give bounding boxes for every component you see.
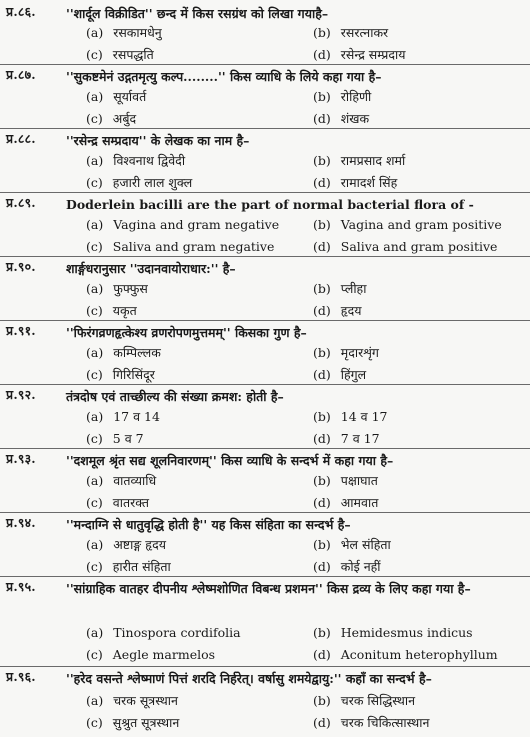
- option-label: (a): [86, 345, 104, 360]
- option-b: [313, 152, 405, 170]
- question-text: ''हरेद वसन्ते श्लेष्माणं पित्तं शरदि निर्हरेत्। वर्षासु शमयेद्वायु:'' कहाँ का सन्दर्भ है–: [66, 671, 432, 686]
- option-text: विश्वनाथ द्विवेदी: [113, 153, 186, 168]
- option-label: (a): [86, 409, 104, 424]
- option-text: Aconitum heterophyllum: [340, 647, 498, 662]
- option-b: [313, 280, 366, 298]
- divider: [0, 448, 530, 449]
- option-text: पक्षाघात: [340, 473, 378, 488]
- option-b: [313, 536, 391, 554]
- option-text: 17 व 14: [113, 409, 160, 424]
- option-text: Saliva and gram positive: [340, 239, 498, 254]
- option-text: सूर्यावर्त: [113, 89, 147, 104]
- option-label: (b): [313, 693, 331, 708]
- option-d: [313, 430, 380, 448]
- option-c: [86, 646, 215, 664]
- question-number: प्र.८७.: [6, 67, 36, 82]
- question-text: ''सुकष्टमेनं उद्गतमृत्यु कल्प........'' किस व्याधि के लिये कहा गया है–: [66, 69, 382, 84]
- option-label: (d): [313, 367, 331, 382]
- option-text: शंखक: [340, 111, 370, 126]
- option-label: (b): [313, 89, 331, 104]
- question-number: प्र.९५.: [6, 579, 36, 594]
- option-label: (b): [313, 217, 331, 232]
- divider: [0, 320, 530, 321]
- option-text: यकृत: [112, 303, 137, 318]
- option-c: [86, 558, 171, 576]
- option-label: (a): [86, 89, 104, 104]
- option-label: (d): [313, 559, 331, 574]
- option-a: [86, 24, 162, 42]
- option-text: रसकामधेनु: [113, 25, 162, 40]
- option-a: [86, 344, 161, 362]
- question-number: प्र.९३.: [6, 451, 36, 466]
- option-text: हजारी लाल शुक्ल: [112, 175, 193, 190]
- option-c: [86, 110, 136, 128]
- option-d: [313, 494, 378, 512]
- option-text: अष्टाङ्ग हृदय: [113, 537, 166, 552]
- option-text: गिरिसिंदूर: [112, 367, 155, 382]
- option-label: (c): [86, 715, 103, 730]
- option-a: [86, 408, 160, 426]
- option-a: [86, 536, 166, 554]
- question-text: ''दशमूल श्रृंत सद्य शूलनिवारणम्'' किस व्याधि के सन्दर्भ में कहा गया है–: [66, 453, 394, 468]
- option-text: रामप्रसाद शर्मा: [340, 153, 406, 168]
- question-text: Doderlein bacilli are the part of normal bacterial flora of -: [66, 197, 474, 212]
- option-text: चरक सूत्रस्थान: [113, 693, 178, 708]
- option-c: [86, 302, 137, 320]
- option-c: [86, 430, 144, 448]
- option-c: [86, 238, 274, 256]
- question-number: प्र.९६.: [6, 669, 36, 684]
- option-label: (d): [313, 431, 331, 446]
- option-text: रसरत्नाकर: [340, 25, 389, 40]
- option-label: (c): [86, 175, 103, 190]
- option-text: चरक सिद्धिस्थान: [340, 693, 416, 708]
- question-number: प्र.८८.: [6, 131, 36, 146]
- question-number: प्र.९४.: [6, 515, 36, 530]
- option-d: [313, 714, 429, 732]
- option-text: वातव्याधि: [113, 473, 157, 488]
- option-text: रसेन्द्र सम्प्रदाय: [340, 47, 406, 62]
- option-label: (a): [86, 537, 104, 552]
- option-text: 7 व 17: [340, 431, 380, 446]
- option-a: [86, 280, 148, 298]
- question-number: प्र.९२.: [6, 387, 36, 402]
- option-text: रोहिणी: [340, 89, 372, 104]
- option-c: [86, 46, 154, 64]
- option-b: [313, 88, 371, 106]
- option-label: (b): [313, 625, 331, 640]
- option-label: (c): [86, 559, 103, 574]
- option-label: (c): [86, 303, 103, 318]
- option-label: (d): [313, 715, 331, 730]
- option-text: अर्बुद: [112, 111, 137, 126]
- option-a: [86, 216, 279, 234]
- option-d: [313, 46, 405, 64]
- option-label: (b): [313, 537, 331, 552]
- option-label: (a): [86, 153, 104, 168]
- divider: [0, 576, 530, 577]
- option-label: (c): [86, 431, 103, 446]
- option-text: Vagina and gram positive: [340, 217, 502, 232]
- option-c: [86, 714, 179, 732]
- option-label: (b): [313, 345, 331, 360]
- option-text: Saliva and gram negative: [112, 239, 275, 254]
- option-label: (a): [86, 473, 104, 488]
- question-number: प्र.९१.: [6, 323, 36, 338]
- option-text: Aegle marmelos: [112, 647, 216, 662]
- option-d: [313, 646, 498, 664]
- divider: [0, 666, 530, 667]
- option-text: हारीत संहिता: [112, 559, 171, 574]
- option-c: [86, 174, 192, 192]
- option-text: हृदय: [340, 303, 362, 318]
- option-label: (c): [86, 239, 103, 254]
- option-text: प्लीहा: [340, 281, 367, 296]
- divider: [0, 64, 530, 65]
- option-label: (d): [313, 239, 331, 254]
- option-text: Hemidesmus indicus: [340, 625, 473, 640]
- question-text: ''फिरंगव्रणहृत्केश्य व्रणरोपणमुत्तमम्'' किसका गुण है–: [66, 325, 307, 340]
- option-label: (b): [313, 153, 331, 168]
- option-b: [313, 692, 415, 710]
- option-text: रसपद्धति: [112, 47, 154, 62]
- option-c: [86, 366, 155, 384]
- option-label: (d): [313, 111, 331, 126]
- option-b: [313, 472, 378, 490]
- question-number: प्र.८९.: [6, 195, 36, 210]
- option-d: [313, 110, 369, 128]
- option-a: [86, 624, 241, 642]
- option-label: (a): [86, 693, 104, 708]
- divider: [0, 192, 530, 193]
- option-text: मृदारशृंग: [340, 345, 379, 360]
- option-d: [313, 238, 497, 256]
- option-label: (a): [86, 25, 104, 40]
- option-text: फुफ्फुस: [113, 281, 148, 296]
- option-label: (c): [86, 495, 103, 510]
- option-a: [86, 88, 146, 106]
- option-label: (d): [313, 47, 331, 62]
- option-label: (a): [86, 281, 104, 296]
- option-label: (d): [313, 495, 331, 510]
- option-d: [313, 558, 381, 576]
- option-text: Vagina and gram negative: [113, 217, 280, 232]
- option-label: (d): [313, 303, 331, 318]
- question-text: तंत्रदोष एवं ताच्छील्य की संख्या क्रमश: होती है–: [66, 389, 284, 404]
- option-text: रामादर्श सिंह: [340, 175, 398, 190]
- option-d: [313, 174, 397, 192]
- option-label: (a): [86, 625, 104, 640]
- option-text: चरक चिकित्सास्थान: [340, 715, 430, 730]
- option-b: [313, 624, 473, 642]
- option-b: [313, 408, 387, 426]
- option-label: (b): [313, 409, 331, 424]
- option-text: वातरक्त: [112, 495, 150, 510]
- option-text: सुश्रुत सूत्रस्थान: [112, 715, 180, 730]
- option-text: Tinospora cordifolia: [113, 625, 241, 640]
- question-text: ''मन्दाग्नि से धातुवृद्धि होती है'' यह किस संहिता का सन्दर्भ है–: [66, 517, 351, 532]
- option-text: 14 व 17: [340, 409, 388, 424]
- option-text: भेल संहिता: [340, 537, 391, 552]
- option-label: (c): [86, 47, 103, 62]
- option-b: [313, 216, 502, 234]
- option-label: (d): [313, 175, 331, 190]
- question-number: प्र.९०.: [6, 259, 36, 274]
- option-label: (c): [86, 367, 103, 382]
- option-label: (b): [313, 473, 331, 488]
- option-d: [313, 366, 366, 384]
- option-text: 5 व 7: [112, 431, 144, 446]
- option-text: आमवात: [340, 495, 379, 510]
- option-text: कम्पिल्लक: [113, 345, 161, 360]
- option-label: (b): [313, 25, 331, 40]
- option-text: कोई नहीं: [340, 559, 381, 574]
- question-text: ''रसेन्द्र सम्प्रदाय'' के लेखक का नाम है–: [66, 133, 250, 148]
- option-label: (c): [86, 647, 103, 662]
- option-d: [313, 302, 362, 320]
- option-a: [86, 152, 185, 170]
- divider: [0, 384, 530, 385]
- option-label: (a): [86, 217, 104, 232]
- option-b: [313, 344, 379, 362]
- option-label: (d): [313, 647, 331, 662]
- divider: [0, 256, 530, 257]
- option-text: हिंगुल: [340, 367, 367, 382]
- option-label: (c): [86, 111, 103, 126]
- question-text: ''शार्दूल विक्रीडित'' छन्द में किस रसग्रंथ को लिखा गयाहै–: [66, 6, 329, 21]
- option-label: (b): [313, 281, 331, 296]
- divider: [0, 128, 530, 129]
- question-number: प्र.८६.: [6, 4, 36, 19]
- option-c: [86, 494, 149, 512]
- question-text: ''सांग्राहिक वातहर दीपनीय श्लेष्मशोणित विबन्ध प्रशमन'' किस द्रव्य के लिए कहा गया है–: [66, 581, 471, 596]
- option-a: [86, 472, 156, 490]
- divider: [0, 512, 530, 513]
- option-a: [86, 692, 178, 710]
- question-text: शार्ङ्गधरानुसार ''उदानवायोराधार:'' है–: [66, 261, 236, 276]
- option-b: [313, 24, 388, 42]
